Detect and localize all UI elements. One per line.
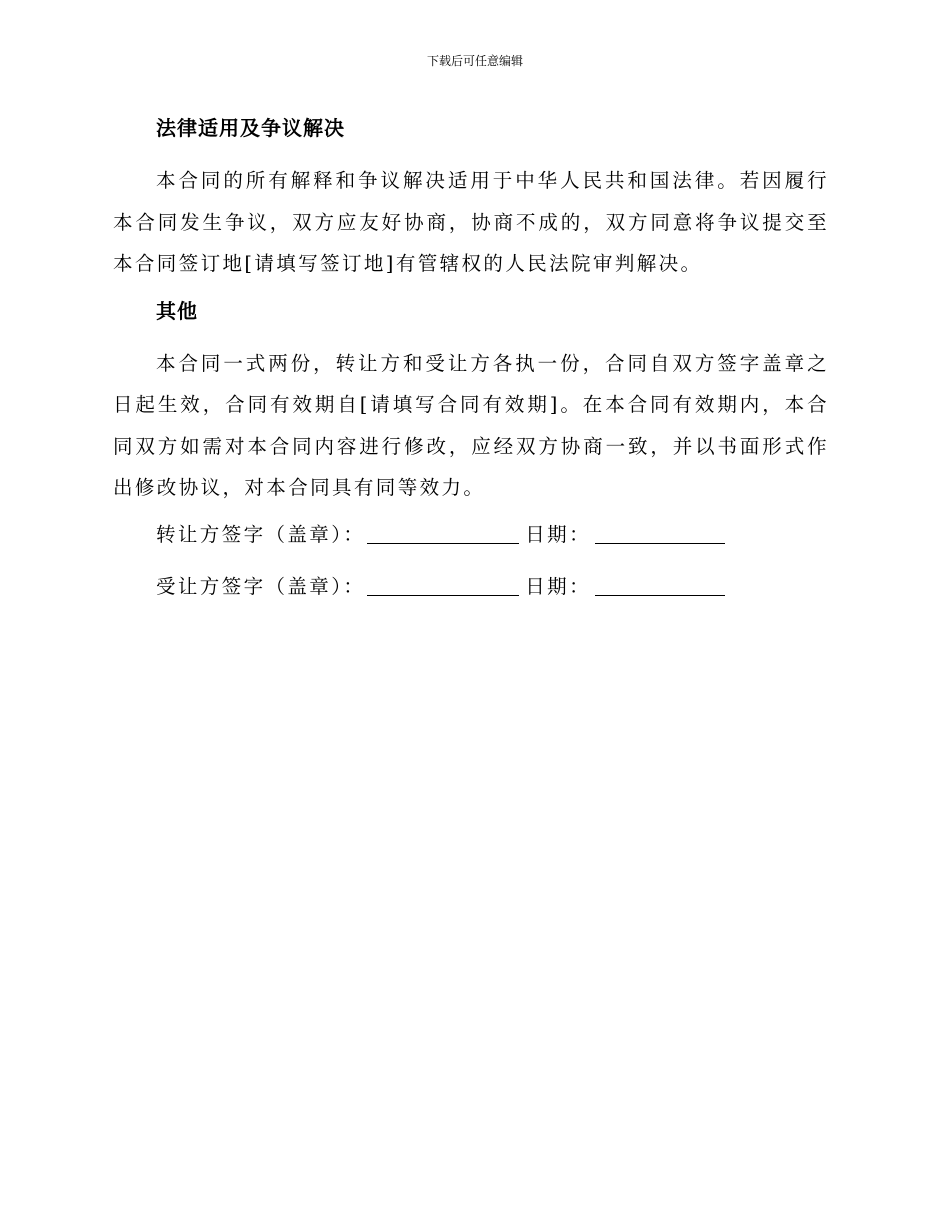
section-heading-law: 法律适用及争议解决 xyxy=(156,116,345,140)
date-label-transferee: 日期： xyxy=(525,574,591,598)
section-paragraph-law: 本合同的所有解释和争议解决适用于中华人民共和国法律。若因履行本合同发生争议，双方应友好协商，协商不成的，双方同意将争议提交至本合同签订地[请填写签订地]有管辖权的人民法院审判解决。 xyxy=(113,169,829,275)
section-heading-other: 其他 xyxy=(156,298,198,323)
signature-line-transferor xyxy=(113,509,829,561)
document-body xyxy=(113,108,829,613)
signature-blank-transferor[interactable] xyxy=(367,523,519,544)
signature-label-transferor: 转让方签字（盖章）： xyxy=(156,522,366,546)
date-blank-transferor[interactable] xyxy=(595,523,725,544)
page-header: 下载后可任意编辑 xyxy=(426,54,523,68)
signature-line-transferee xyxy=(113,561,829,613)
section-paragraph-other: 本合同一式两份，转让方和受让方各执一份，合同自双方签字盖章之日起生效，合同有效期自[请填写合同有效期]。在本合同有效期内，本合同双方如需对本合同内容进行修改，应经双方协商一致，并以书面形式作出修改协议，对本合同具有同等效力。 xyxy=(113,351,829,499)
signature-label-transferee: 受让方签字（盖章）： xyxy=(156,574,366,598)
signature-blank-transferee[interactable] xyxy=(367,575,519,596)
date-blank-transferee[interactable] xyxy=(595,575,725,596)
date-label-transferor: 日期： xyxy=(525,522,591,546)
